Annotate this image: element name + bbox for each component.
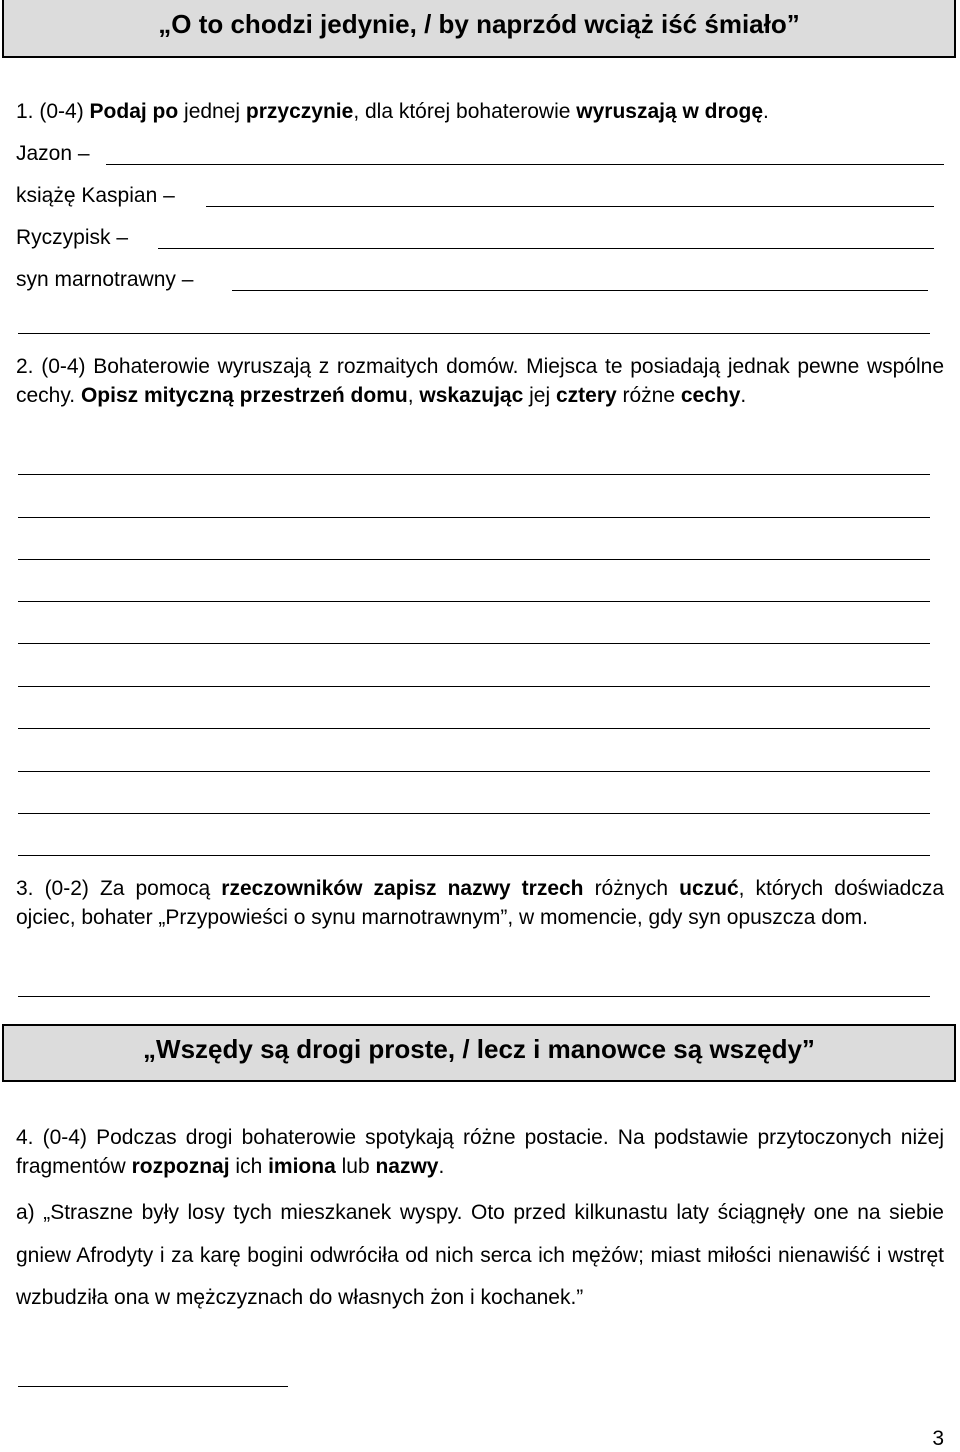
q1-item-jazon: Jazon – <box>16 142 90 165</box>
answer-line[interactable] <box>18 996 930 997</box>
answer-line[interactable] <box>18 601 930 602</box>
question-2: 2. (0-4) Bohaterowie wyruszają z rozmaitych domów. Miejsca te posiadają jednak pewne wspólne cechy. Opisz mityczną przestrzeń domu, wskazując jej cztery różne cechy. <box>16 355 944 407</box>
answer-line[interactable] <box>18 1386 288 1387</box>
answer-line[interactable] <box>18 643 930 644</box>
answer-line[interactable] <box>18 474 930 475</box>
answer-line[interactable] <box>158 248 934 249</box>
section-title-1: „O to chodzi jedynie, / by naprzód wciąż iść śmiało” <box>2 0 956 58</box>
q1-item-kaspian: książę Kaspian – <box>16 184 175 207</box>
q1-item-ryczypisk: Ryczypisk – <box>16 226 129 249</box>
question-1: 1. (0-4) Podaj po jednej przyczynie, dla której bohaterowie wyruszają w drogę. <box>16 100 769 123</box>
answer-line[interactable] <box>18 686 930 687</box>
answer-line[interactable] <box>18 559 930 560</box>
question-4: 4. (0-4) Podczas drogi bohaterowie spotykają różne postacie. Na podstawie przytoczonych niżej fragmentów rozpoznaj ich imiona lub nazwy. <box>16 1126 944 1178</box>
question-3: 3. (0-2) Za pomocą rzeczowników zapisz nazwy trzech różnych uczuć, których doświadcza ojciec, bohater „Przypowieści o synu marnotrawnym”, w momencie, gdy syn opuszcza dom. <box>16 877 945 929</box>
answer-line[interactable] <box>232 290 928 291</box>
q1-item-syn: syn marnotrawny – <box>16 268 194 291</box>
answer-line[interactable] <box>18 855 930 856</box>
answer-line[interactable] <box>18 517 930 518</box>
answer-line[interactable] <box>206 206 934 207</box>
answer-line[interactable] <box>18 813 930 814</box>
answer-line[interactable] <box>106 164 944 165</box>
answer-line[interactable] <box>18 771 930 772</box>
answer-line[interactable] <box>18 728 930 729</box>
page-number: 3 <box>932 1427 944 1450</box>
section-title-2: „Wszędy są drogi proste, / lecz i manowce są wszędy” <box>2 1024 956 1082</box>
answer-line[interactable] <box>18 333 930 334</box>
q4-fragment-a: a) „Straszne były losy tych mieszkanek wyspy. Oto przed kilkunastu laty ściągnęły one na siebie gniew Afrodyty i za karę bogini odwróciła od nich serca ich mężów; miast miłości nienawiść i wstręt wzbudziła ona w mężczyznach do własnych żon i kochanek.” <box>16 1201 944 1309</box>
